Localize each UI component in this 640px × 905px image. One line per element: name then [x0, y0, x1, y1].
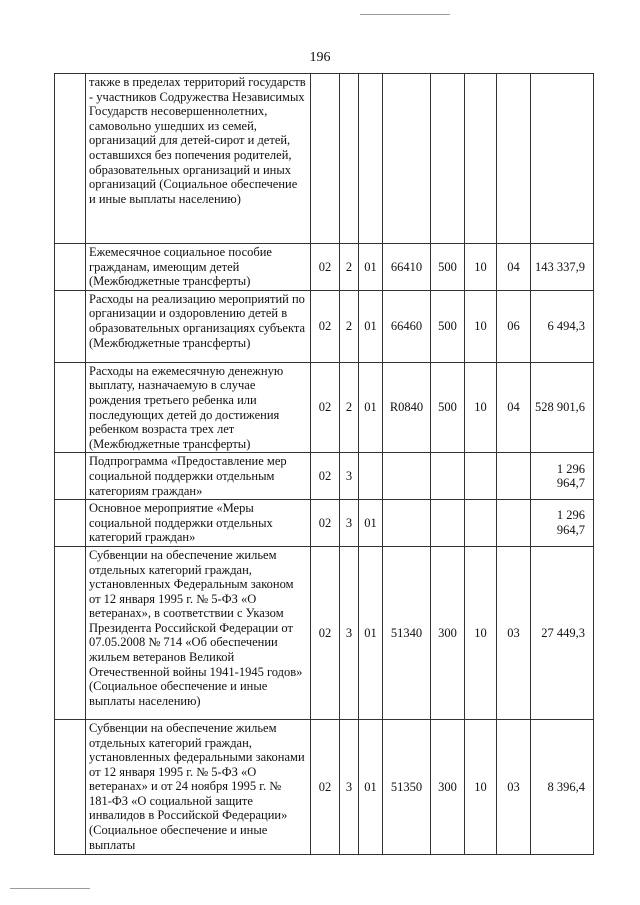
code-col-5	[431, 500, 465, 547]
code-col-1: 02	[311, 719, 340, 854]
blank-cell	[55, 362, 86, 453]
row-amount: 27 449,3	[531, 546, 594, 719]
row-amount: 143 337,9	[531, 244, 594, 291]
code-col-4: 51340	[383, 546, 431, 719]
blank-cell	[55, 500, 86, 547]
table-row	[55, 719, 594, 854]
table-row	[55, 546, 594, 719]
code-col-4: 66410	[383, 244, 431, 291]
code-col-2: 3	[340, 546, 359, 719]
code-col-3	[359, 453, 383, 500]
code-col-2: 2	[340, 362, 359, 453]
blank-cell	[55, 546, 86, 719]
row-amount: 6 494,3	[531, 290, 594, 362]
row-amount: 528 901,6	[531, 362, 594, 453]
code-col-3: 01	[359, 500, 383, 547]
code-col-5	[431, 453, 465, 500]
code-col-4	[383, 453, 431, 500]
code-col-5: 300	[431, 719, 465, 854]
code-col-4	[383, 500, 431, 547]
table-row	[55, 453, 594, 500]
row-description: Расходы на реализацию мероприятий по организации и оздоровлению детей в образовательных организациях субъекта (Межбюджетные трансферты)	[86, 290, 311, 362]
blank-cell	[55, 453, 86, 500]
row-description: Подпрограмма «Предоставление мер социальной поддержки отдельным категориям граждан»	[86, 453, 311, 500]
scan-artifact-bottom	[10, 888, 90, 889]
code-col-5: 500	[431, 290, 465, 362]
code-col-3: 01	[359, 290, 383, 362]
code-col-2: 3	[340, 500, 359, 547]
code-col-7: 06	[497, 290, 531, 362]
row-amount: 1 296 964,7	[531, 453, 594, 500]
blank-cell	[55, 74, 86, 244]
blank-cell	[55, 719, 86, 854]
code-col-4: 51350	[383, 719, 431, 854]
code-col-6: 10	[465, 362, 497, 453]
row-description: Расходы на ежемесячную денежную выплату, назначаемую в случае рождения третьего ребенка или последующих детей до достижения ребенком возраста трех лет (Межбюджетные трансферты)	[86, 362, 311, 453]
code-col-6: 10	[465, 290, 497, 362]
code-col-1: 02	[311, 546, 340, 719]
row-description: Субвенции на обеспечение жильем отдельных категорий граждан, установленных федеральными законами от 12 января 1995 г. № 5-ФЗ «О ветеранах» и от 24 ноября 1995 г. № 181-ФЗ «О социальной защите инвалидов в Российской Федерации» (Социальное обеспечение и иные выплаты	[86, 719, 311, 854]
code-col-1: 02	[311, 244, 340, 291]
row-amount	[531, 74, 594, 244]
code-col-7: 03	[497, 546, 531, 719]
code-col-5: 500	[431, 244, 465, 291]
code-col-6: 10	[465, 546, 497, 719]
code-col-1: 02	[311, 500, 340, 547]
row-amount: 1 296 964,7	[531, 500, 594, 547]
code-col-4: 66460	[383, 290, 431, 362]
code-col-3: 01	[359, 546, 383, 719]
code-col-6	[465, 500, 497, 547]
code-col-2: 2	[340, 244, 359, 291]
table-row	[55, 362, 594, 453]
code-col-7	[497, 453, 531, 500]
code-col-2: 3	[340, 453, 359, 500]
code-col-4	[383, 74, 431, 244]
code-col-6: 10	[465, 719, 497, 854]
code-col-7: 04	[497, 362, 531, 453]
code-col-2	[340, 74, 359, 244]
code-col-6	[465, 453, 497, 500]
table-row	[55, 290, 594, 362]
code-col-1: 02	[311, 362, 340, 453]
page-number: 196	[309, 50, 331, 65]
row-description: Субвенции на обеспечение жильем отдельных категорий граждан, установленных Федеральным законом от 12 января 1995 г. № 5-ФЗ «О ветеранах», в соответствии с Указом Президента Российской Федерации от 07.05.2008 № 714 «Об обеспечении жильем ветеранов Великой Отечественной войны 1941-1945 годов» (Социальное обеспечение и иные выплаты населению)	[86, 546, 311, 719]
code-col-5: 300	[431, 546, 465, 719]
code-col-1: 02	[311, 453, 340, 500]
code-col-7	[497, 74, 531, 244]
code-col-7: 03	[497, 719, 531, 854]
code-col-5	[431, 74, 465, 244]
code-col-1	[311, 74, 340, 244]
code-col-3: 01	[359, 244, 383, 291]
code-col-2: 3	[340, 719, 359, 854]
code-col-3: 01	[359, 719, 383, 854]
row-description: также в пределах территорий государств - участников Содружества Независимых Государств несовершеннолетних, самовольно ушедших из семей, организаций для детей-сирот и детей, оставшихся без попечения родителей, образовательных организаций и иных организаций (Социальное обеспечение и иные выплаты населению)	[86, 74, 311, 244]
row-amount: 8 396,4	[531, 719, 594, 854]
budget-table	[54, 73, 594, 855]
code-col-7: 04	[497, 244, 531, 291]
table-row	[55, 74, 594, 244]
table-row	[55, 244, 594, 291]
table-row	[55, 500, 594, 547]
blank-cell	[55, 244, 86, 291]
code-col-6: 10	[465, 244, 497, 291]
code-col-7	[497, 500, 531, 547]
code-col-2: 2	[340, 290, 359, 362]
code-col-5: 500	[431, 362, 465, 453]
code-col-6	[465, 74, 497, 244]
code-col-3: 01	[359, 362, 383, 453]
scan-artifact-top	[360, 14, 450, 15]
code-col-1: 02	[311, 290, 340, 362]
row-description: Основное мероприятие «Меры социальной поддержки отдельных категорий граждан»	[86, 500, 311, 547]
blank-cell	[55, 290, 86, 362]
code-col-4: R0840	[383, 362, 431, 453]
code-col-3	[359, 74, 383, 244]
row-description: Ежемесячное социальное пособие гражданам, имеющим детей (Межбюджетные трансферты)	[86, 244, 311, 291]
